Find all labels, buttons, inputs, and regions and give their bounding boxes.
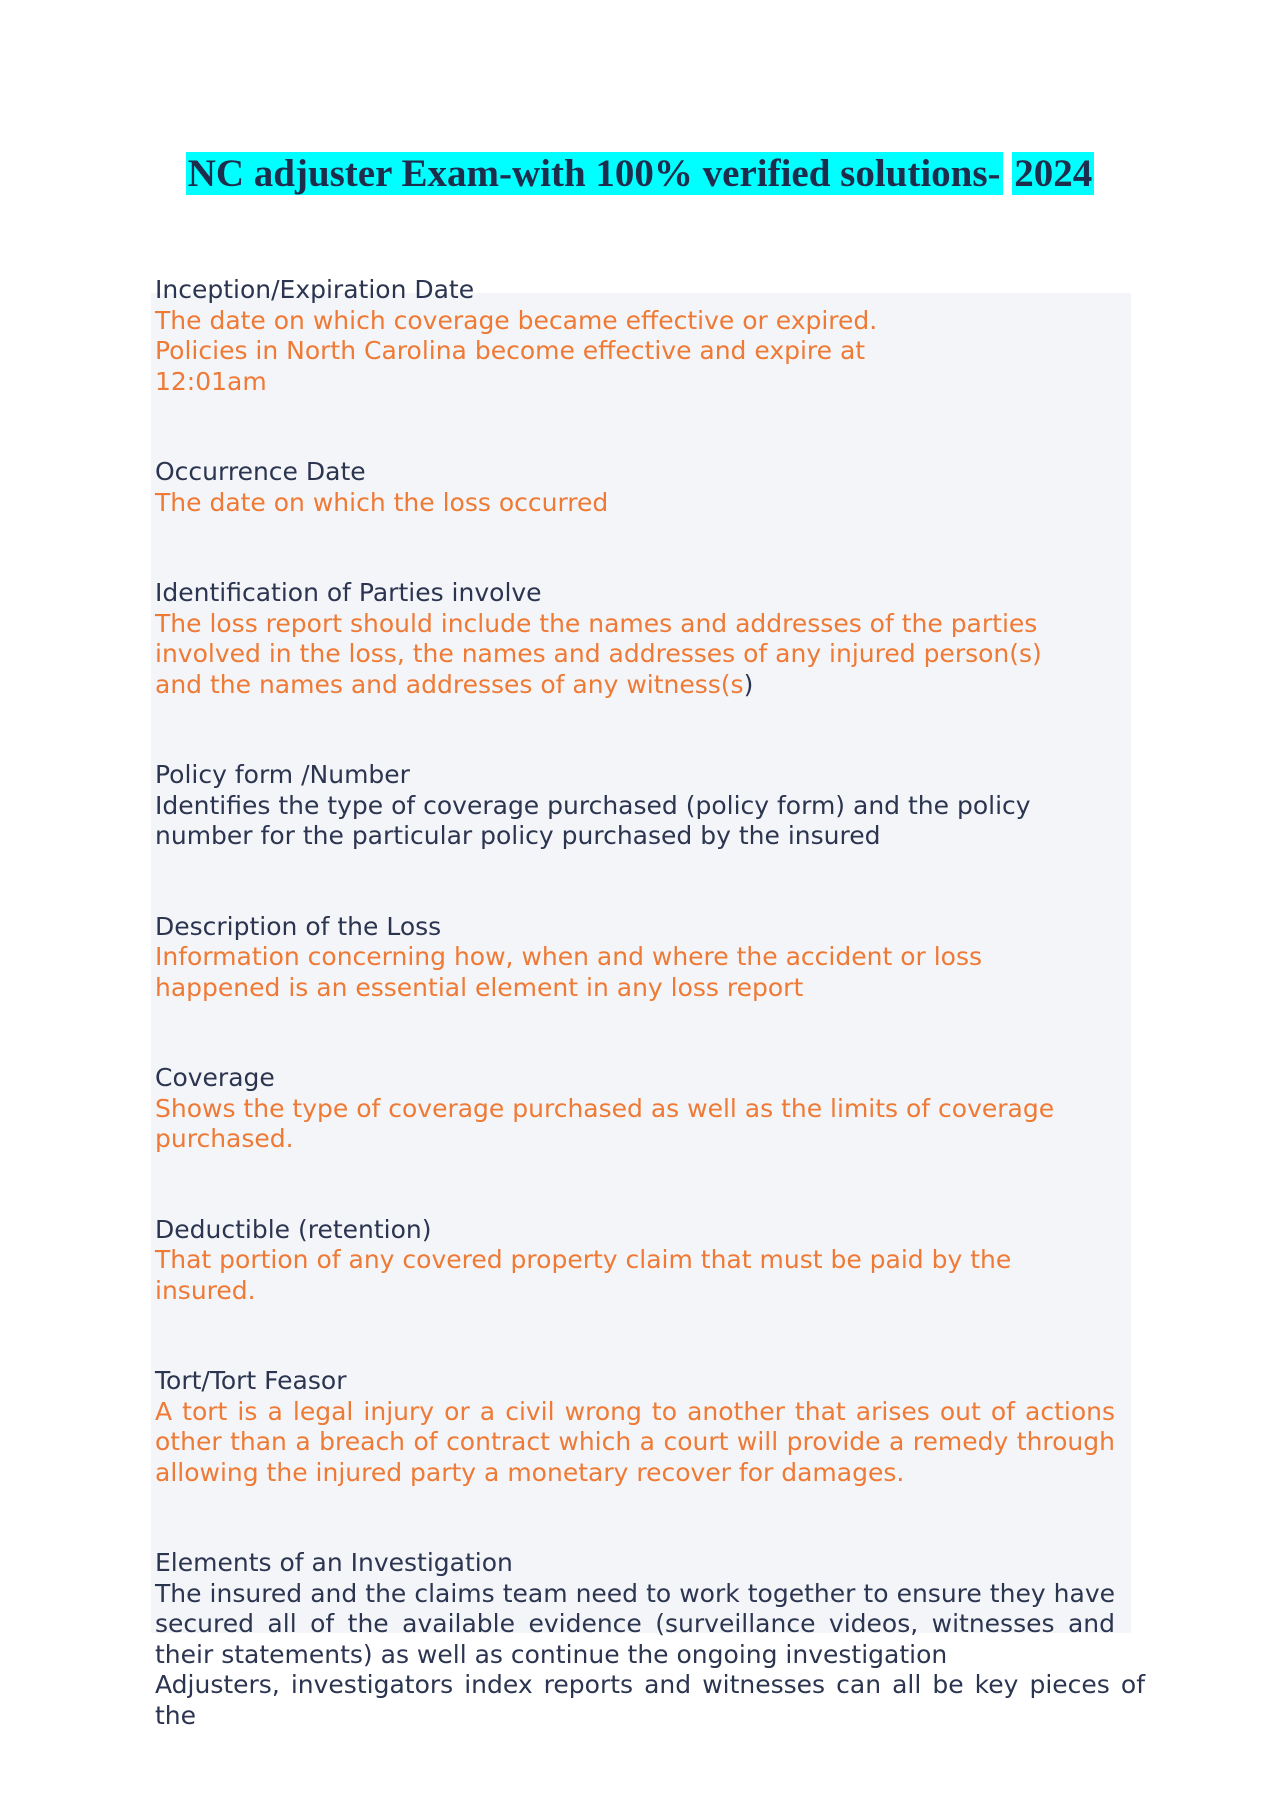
definition: A tort is a legal injury or a civil wrong to another that arises out of actions other than a breach of contract which a court will provide a remedy through allowing the injured party a monetary recover for damages. [155,1396,1115,1487]
qa-entry [155,457,1145,518]
title-year: 2024 [1014,152,1093,195]
qa-entry [155,275,1145,397]
qa-entry [155,912,1145,1004]
term: Tort/Tort Feasor [155,1366,347,1395]
title-main: NC adjuster Exam-with 100% verified solutions- [187,152,1001,195]
term: Occurrence Date [155,457,366,486]
definition: Shows the type of coverage purchased as well as the limits of coverage purchased. [155,1093,1055,1153]
definition: That portion of any covered property claim that must be paid by the insured. [155,1245,1012,1305]
qa-entry [155,578,1145,700]
qa-entry [155,1215,1145,1307]
definition: The insured and the claims team need to work together to ensure they have secured all of the available evidence (surveillance videos, witnesses and their statements) as well as continue the ongoing investigation [155,1578,1115,1669]
definition: Information concerning how, when and where the accident or loss happened is an essential element in any loss report [155,942,983,1002]
qa-entry [155,1366,1145,1488]
qa-entry [155,760,1145,852]
term: Identification of Parties involve [155,578,542,607]
qa-entry [155,1548,1145,1731]
term: Elements of an Investigation [155,1548,513,1577]
qa-list [155,275,1145,1731]
term: Coverage [155,1063,275,1092]
definition-wrap [155,609,1085,701]
definition-tail: ) [743,669,754,699]
term: Policy form /Number [155,760,410,789]
document-title [186,152,1095,195]
definition: The date on which the loss occurred [155,487,609,517]
term: Deductible (retention) [155,1214,432,1244]
definition: The loss report should include the names and addresses of the parties involved in the loss, the names and addresses of any injured person(s) and the names and addresses of any witness(s [155,608,1042,699]
qa-entry [155,1063,1145,1155]
definition: Identifies the type of coverage purchased (policy form) and the policy number for the particular policy purchased by the insured [155,790,1031,850]
term: Description of the Loss [155,911,442,941]
term: Inception/Expiration Date [155,275,475,304]
title-block [0,150,1280,198]
definition-continuation: Adjusters, investigators index reports and witnesses can all be key pieces of the [155,1670,1145,1730]
definition: The date on which coverage became effective or expired. Policies in North Carolina become effective and expire at 12:01am [155,305,878,396]
